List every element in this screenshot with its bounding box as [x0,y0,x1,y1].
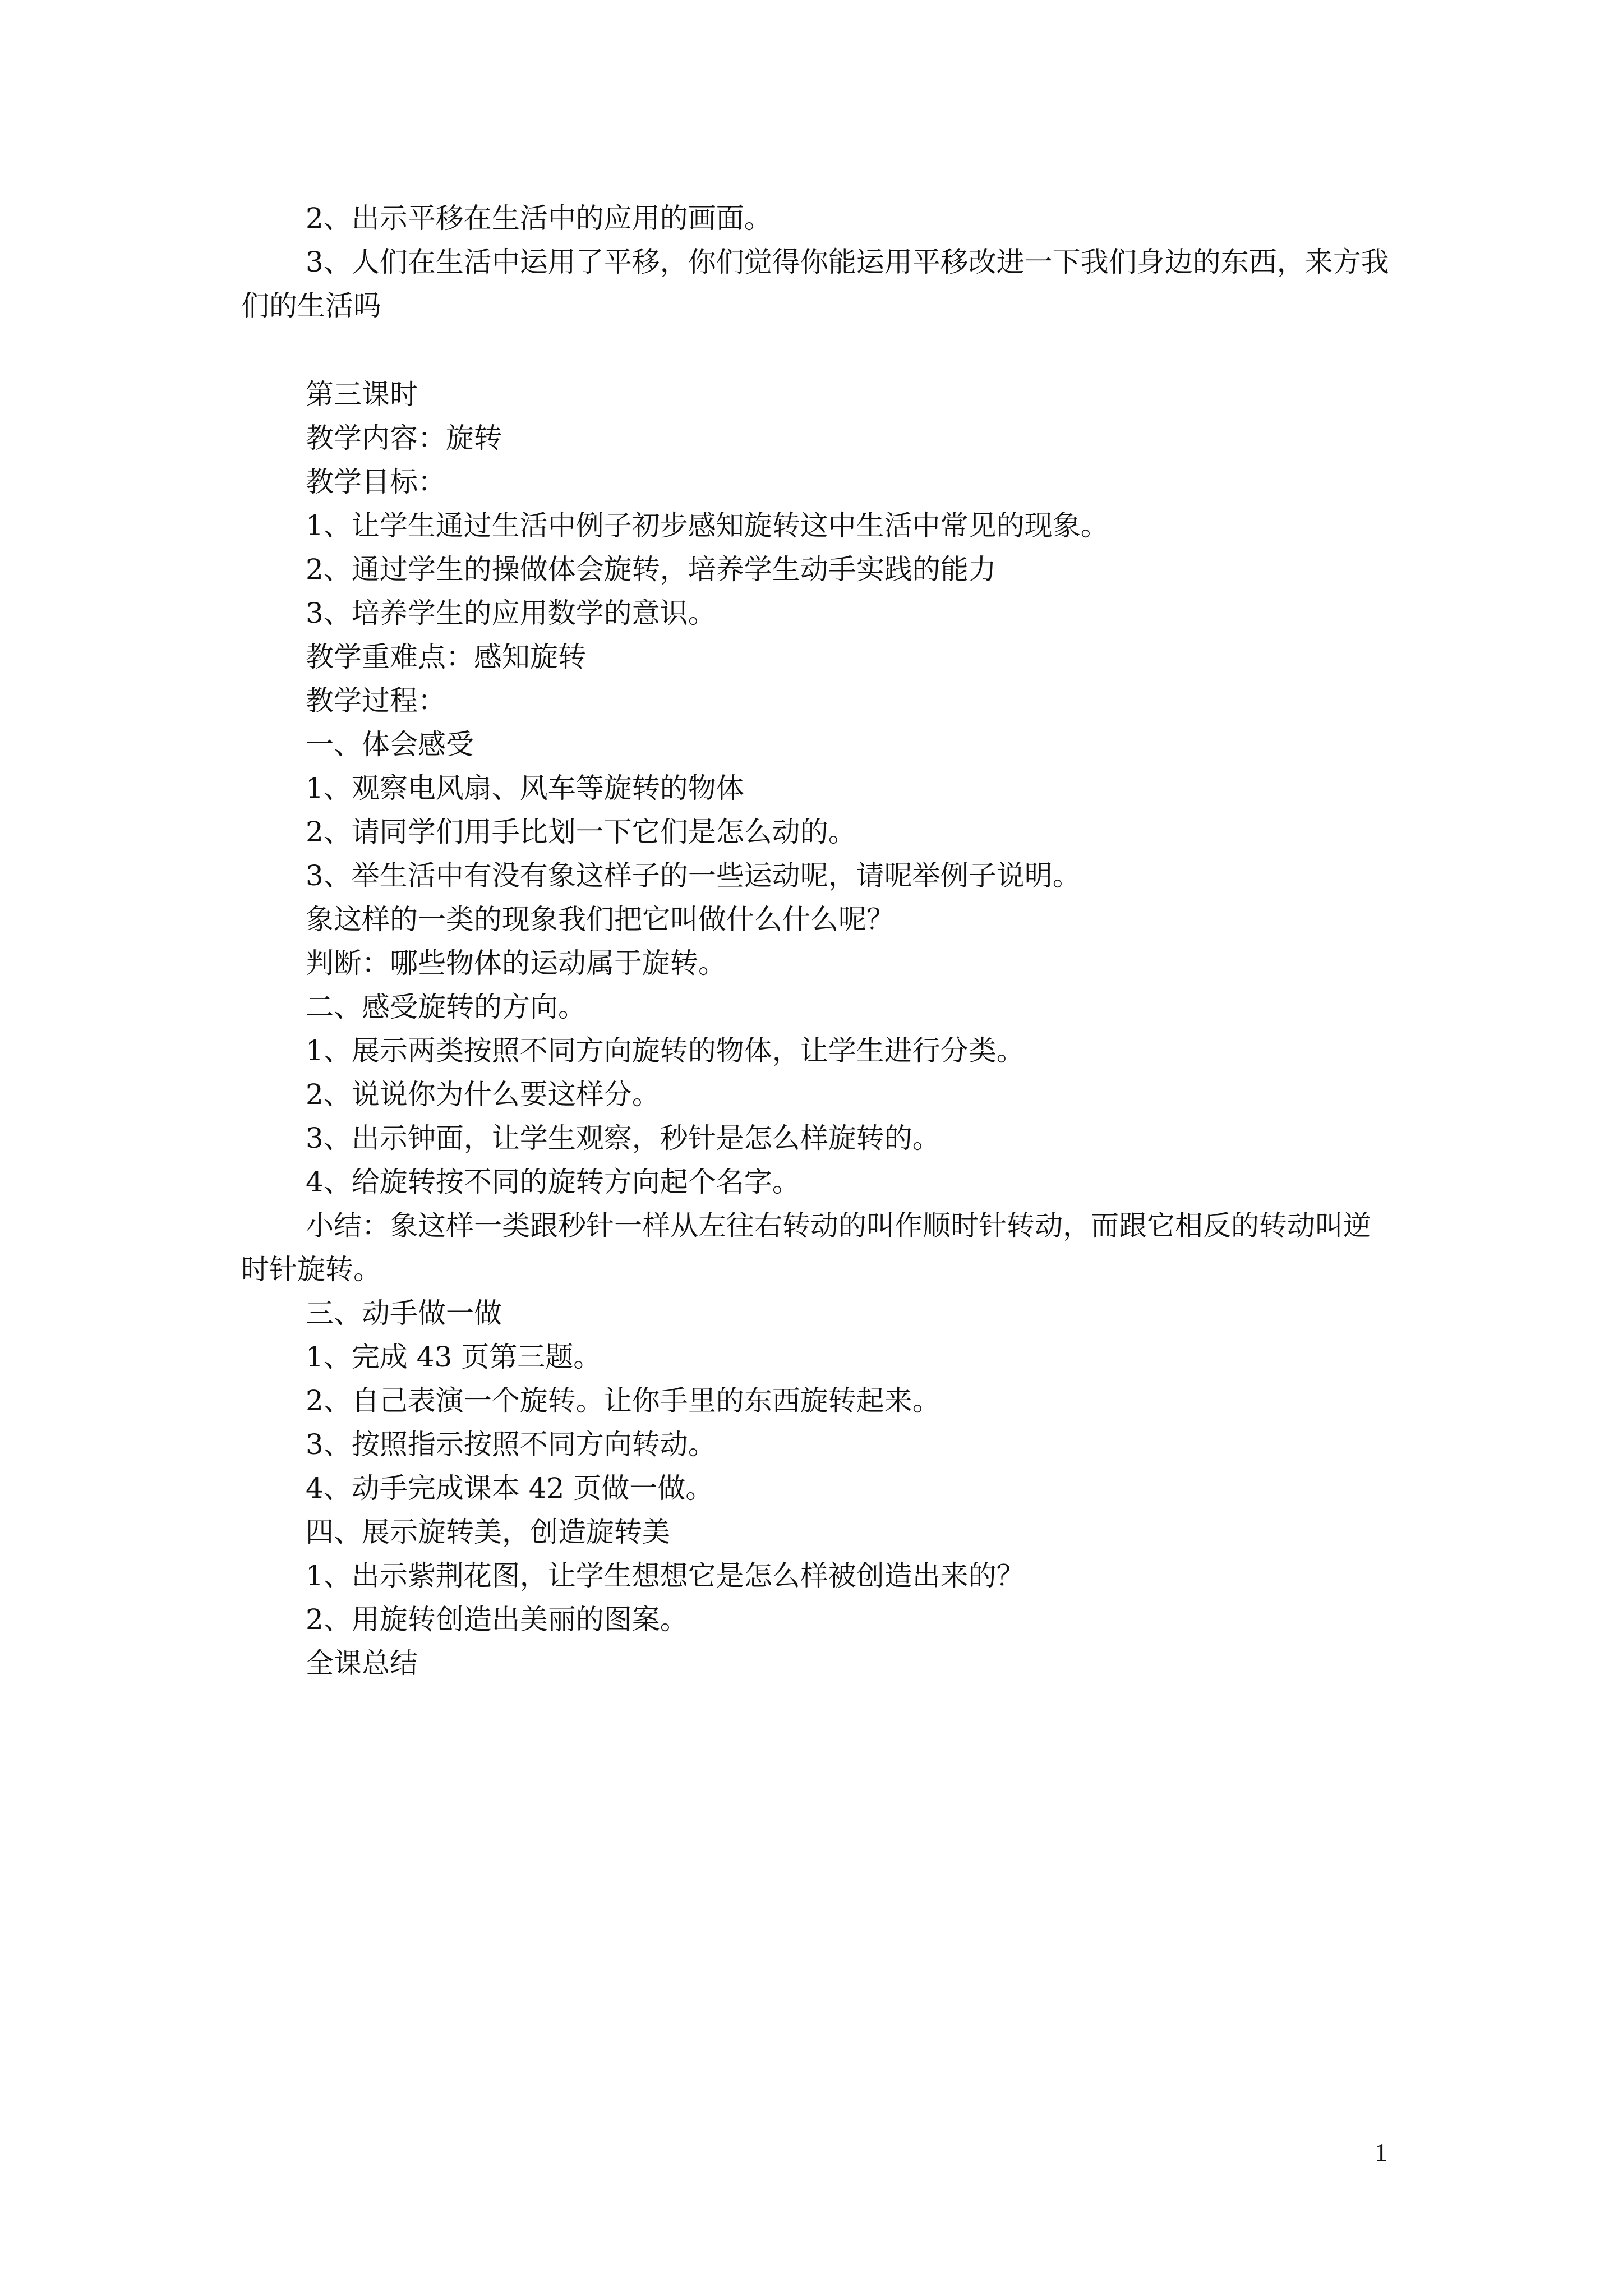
list-item: 3、按照指示按照不同方向转动。 [306,1428,716,1461]
list-item: 2、用旋转创造出美丽的图案。 [306,1603,688,1636]
key-points: 教学重难点：感知旋转 [306,641,586,673]
list-item: 4、给旋转按不同的旋转方向起个名字。 [306,1166,800,1198]
teaching-goals-heading: 教学目标： [306,466,446,498]
teaching-process-heading: 教学过程： [306,684,446,717]
list-item: 2、请同学们用手比划一下它们是怎么动的。 [306,816,856,848]
closing-line: 全课总结 [306,1647,418,1680]
list-item: 1、展示两类按照不同方向旋转的物体，让学生进行分类。 [306,1034,1025,1067]
list-item: 2、说说你为什么要这样分。 [306,1078,660,1111]
list-item: 3、出示钟面，让学生观察，秒针是怎么样旋转的。 [306,1122,940,1154]
list-item: 1、完成 43 页第三题。 [306,1341,602,1373]
goal-item: 1、让学生通过生活中例子初步感知旋转这中生活中常见的现象。 [306,509,1109,542]
section-heading: 二、感受旋转的方向。 [306,991,586,1023]
list-item: 3、举生活中有没有象这样子的一些运动呢，请呢举例子说明。 [306,859,1081,892]
section-heading: 三、动手做一做 [306,1297,502,1329]
list-item: 1、观察电风扇、风车等旋转的物体 [306,772,744,804]
section-heading: 四、展示旋转美，创造旋转美 [306,1516,670,1548]
teaching-content: 教学内容：旋转 [306,422,502,454]
page-number: 1 [1375,2138,1387,2166]
list-item: 4、动手完成课本 42 页做一做。 [306,1472,714,1504]
goal-item: 3、培养学生的应用数学的意识。 [306,597,716,629]
list-item: 2、自己表演一个旋转。让你手里的东西旋转起来。 [306,1384,940,1417]
blank-line [241,328,1391,372]
paragraph: 象这样的一类的现象我们把它叫做什么什么呢？ [306,903,895,936]
section-heading: 一、体会感受 [306,728,474,761]
goal-item: 2、通过学生的操做体会旋转，培养学生动手实践的能力 [306,553,997,586]
paragraph: 3、人们在生活中运用了平移，你们觉得你能运用平移改进一下我们身边的东西，来方我们的生活吗 [241,246,1389,322]
paragraph: 判断：哪些物体的运动属于旋转。 [306,947,726,979]
document-body [241,196,1391,1685]
list-item: 1、出示紫荆花图，让学生想想它是怎么样被创造出来的？ [306,1559,1025,1592]
paragraph: 2、出示平移在生活中的应用的画面。 [306,202,772,234]
summary-paragraph: 小结：象这样一类跟秒针一样从左往右转动的叫作顺时针转动，而跟它相反的转动叫逆时针旋转。 [241,1209,1371,1286]
lesson-title: 第三课时 [306,378,418,411]
